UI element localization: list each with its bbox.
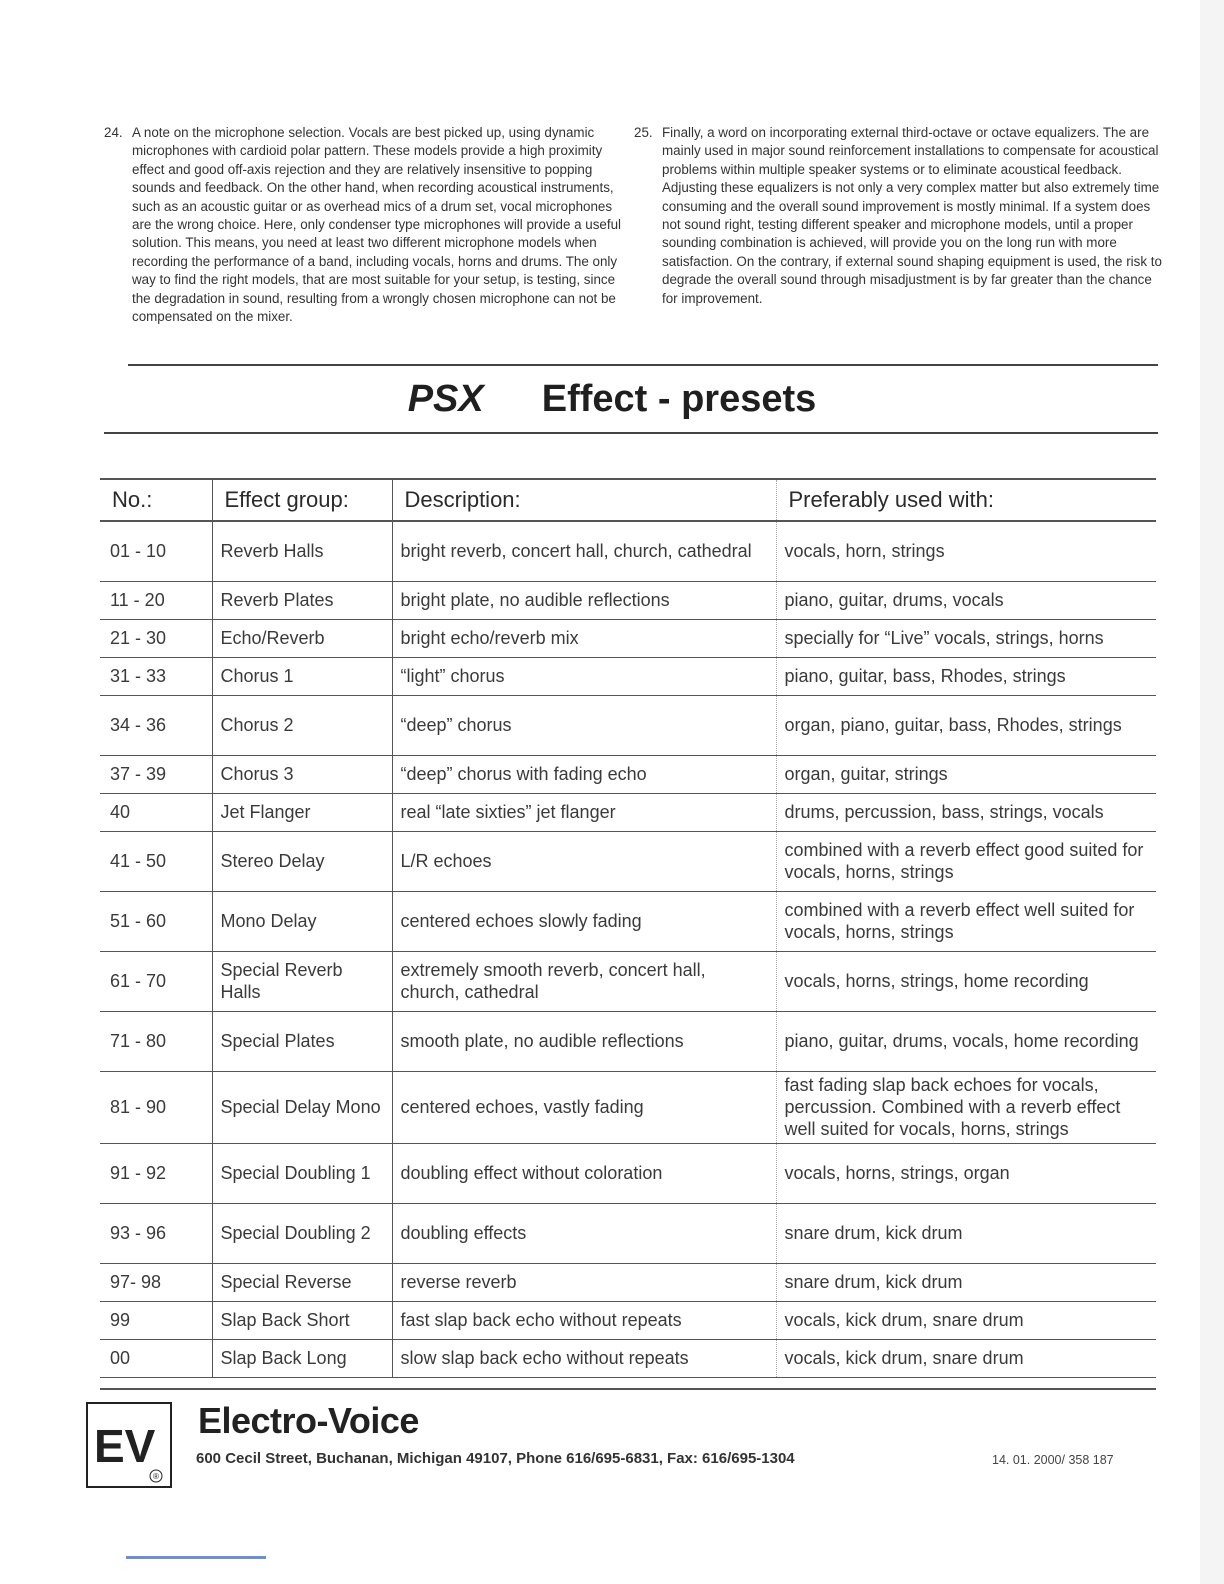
cell-no: 21 - 30 xyxy=(100,619,212,657)
cell-description: “deep” chorus with fading echo xyxy=(392,755,776,793)
cell-description: doubling effects xyxy=(392,1203,776,1263)
cell-used-with: piano, guitar, bass, Rhodes, strings xyxy=(776,657,1156,695)
page-title xyxy=(0,378,1224,421)
cell-effect-group: Special Plates xyxy=(212,1011,392,1071)
cell-effect-group: Slap Back Long xyxy=(212,1339,392,1377)
cell-used-with: vocals, kick drum, snare drum xyxy=(776,1339,1156,1377)
heading-rule-bottom xyxy=(104,432,1158,434)
cell-used-with: vocals, horn, strings xyxy=(776,521,1156,581)
cell-effect-group: Special Doubling 2 xyxy=(212,1203,392,1263)
table-row xyxy=(100,831,1156,891)
table-row xyxy=(100,1301,1156,1339)
cell-no: 34 - 36 xyxy=(100,695,212,755)
note-number: 24. xyxy=(104,125,123,140)
footer-rule xyxy=(100,1388,1156,1390)
cell-no: 61 - 70 xyxy=(100,951,212,1011)
note-text: A note on the microphone selection. Vocals are best picked up, using dynamic microphones with cardioid polar pattern. These models provide a high proximity effect and good off-axis rejection and they are relatively insensitive to popping sounds and feedback. On the other hand, when recording acoustical instruments, such as an acoustic guitar or as overhead mics of a drum set, vocal microphones are the wrong choice. Here, only condenser type microphones will provide a useful solution. This means, you need at least two different microphone models when recording the performance of a band, including vocals, horns and drums. The only way to find the right models, that are most suitable for your setup, is testing, since the degradation in sound, resulting from a wrongly chosen microphone can not be compensated on the mixer. xyxy=(132,125,622,325)
cell-no: 71 - 80 xyxy=(100,1011,212,1071)
cell-used-with: snare drum, kick drum xyxy=(776,1263,1156,1301)
cell-effect-group: Special Delay Mono xyxy=(212,1071,392,1143)
table-row xyxy=(100,1263,1156,1301)
cell-effect-group: Chorus 1 xyxy=(212,657,392,695)
cell-description: doubling effect without coloration xyxy=(392,1143,776,1203)
cell-description: smooth plate, no audible reflections xyxy=(392,1011,776,1071)
cell-no: 00 xyxy=(100,1339,212,1377)
table-row xyxy=(100,1143,1156,1203)
cell-description: bright reverb, concert hall, church, cathedral xyxy=(392,521,776,581)
heading-rule-top xyxy=(128,364,1158,366)
cell-effect-group: Slap Back Short xyxy=(212,1301,392,1339)
header-effect-group: Effect group: xyxy=(212,479,392,521)
ev-logo xyxy=(86,1402,172,1488)
note-text: Finally, a word on incorporating external third-octave or octave equalizers. The are mainly used in major sound reinforcement installations to compensate for acoustical problems within multiple speaker systems or to eliminate acoustical feedback. Adjusting these equalizers is not only a very complex matter but also extremely time consuming and the overall sound improvement is mostly minimal. If a system does not sound right, testing different speaker and microphone models, until a proper sounding combination is achieved, will provide you on the long run with more satisfaction. On the contrary, if external sound shaping equipment is used, the risk to degrade the overall sound through misadjustment is by far greater than the chance for improvement. xyxy=(662,125,1162,306)
cell-used-with: vocals, kick drum, snare drum xyxy=(776,1301,1156,1339)
cell-description: real “late sixties” jet flanger xyxy=(392,793,776,831)
cell-description: extremely smooth reverb, concert hall, church, cathedral xyxy=(392,951,776,1011)
cell-used-with: piano, guitar, drums, vocals xyxy=(776,581,1156,619)
note-number: 25. xyxy=(634,125,653,140)
cell-no: 40 xyxy=(100,793,212,831)
cell-used-with: piano, guitar, drums, vocals, home recording xyxy=(776,1011,1156,1071)
cell-used-with: combined with a reverb effect good suited for vocals, horns, strings xyxy=(776,831,1156,891)
table-row xyxy=(100,755,1156,793)
table-row xyxy=(100,1011,1156,1071)
table-row xyxy=(100,657,1156,695)
page-edge-shade xyxy=(1200,0,1224,1584)
cell-used-with: vocals, horns, strings, organ xyxy=(776,1143,1156,1203)
cell-description: bright plate, no audible reflections xyxy=(392,581,776,619)
table-row xyxy=(100,793,1156,831)
table-row xyxy=(100,891,1156,951)
cell-description: fast slap back echo without repeats xyxy=(392,1301,776,1339)
cell-effect-group: Special Reverb Halls xyxy=(212,951,392,1011)
cell-effect-group: Reverb Plates xyxy=(212,581,392,619)
cell-effect-group: Special Reverse xyxy=(212,1263,392,1301)
cell-no: 37 - 39 xyxy=(100,755,212,793)
cell-no: 93 - 96 xyxy=(100,1203,212,1263)
cell-description: slow slap back echo without repeats xyxy=(392,1339,776,1377)
document-reference: 14. 01. 2000/ 358 187 xyxy=(992,1453,1114,1467)
cell-effect-group: Jet Flanger xyxy=(212,793,392,831)
presets-table xyxy=(100,478,1156,1378)
table-row xyxy=(100,521,1156,581)
title-effect-presets: Effect - presets xyxy=(541,378,817,420)
note-25 xyxy=(634,124,1164,326)
cell-description: “deep” chorus xyxy=(392,695,776,755)
cell-no: 11 - 20 xyxy=(100,581,212,619)
cell-description: centered echoes slowly fading xyxy=(392,891,776,951)
cell-used-with: vocals, horns, strings, home recording xyxy=(776,951,1156,1011)
cell-used-with: specially for “Live” vocals, strings, horns xyxy=(776,619,1156,657)
table-row xyxy=(100,1339,1156,1377)
cell-effect-group: Reverb Halls xyxy=(212,521,392,581)
cell-no: 51 - 60 xyxy=(100,891,212,951)
bottom-highlight-bar xyxy=(126,1556,266,1559)
cell-effect-group: Chorus 3 xyxy=(212,755,392,793)
cell-used-with: combined with a reverb effect well suited for vocals, horns, strings xyxy=(776,891,1156,951)
header-preferably-used-with: Preferably used with: xyxy=(776,479,1156,521)
cell-no: 31 - 33 xyxy=(100,657,212,695)
cell-effect-group: Echo/Reverb xyxy=(212,619,392,657)
cell-used-with: drums, percussion, bass, strings, vocals xyxy=(776,793,1156,831)
title-psx: PSX xyxy=(407,378,484,420)
table-row xyxy=(100,951,1156,1011)
cell-description: centered echoes, vastly fading xyxy=(392,1071,776,1143)
cell-no: 01 - 10 xyxy=(100,521,212,581)
table-header-row xyxy=(100,479,1156,521)
ev-logo-registered: ® xyxy=(153,1472,159,1481)
table-row xyxy=(100,1071,1156,1143)
cell-description: bright echo/reverb mix xyxy=(392,619,776,657)
table-row xyxy=(100,619,1156,657)
ev-logo-text: EV xyxy=(94,1420,156,1472)
brand-name: Electro-Voice xyxy=(198,1400,419,1441)
header-description: Description: xyxy=(392,479,776,521)
cell-used-with: organ, piano, guitar, bass, Rhodes, strings xyxy=(776,695,1156,755)
cell-no: 81 - 90 xyxy=(100,1071,212,1143)
note-24 xyxy=(104,124,634,326)
cell-effect-group: Stereo Delay xyxy=(212,831,392,891)
cell-used-with: fast fading slap back echoes for vocals, percussion. Combined with a reverb effect well suited for vocals, horns, strings xyxy=(776,1071,1156,1143)
table-row xyxy=(100,1203,1156,1263)
cell-used-with: snare drum, kick drum xyxy=(776,1203,1156,1263)
cell-effect-group: Special Doubling 1 xyxy=(212,1143,392,1203)
cell-no: 97- 98 xyxy=(100,1263,212,1301)
cell-used-with: organ, guitar, strings xyxy=(776,755,1156,793)
cell-no: 41 - 50 xyxy=(100,831,212,891)
cell-effect-group: Mono Delay xyxy=(212,891,392,951)
notes-section xyxy=(104,124,1164,326)
cell-effect-group: Chorus 2 xyxy=(212,695,392,755)
cell-description: “light” chorus xyxy=(392,657,776,695)
cell-no: 99 xyxy=(100,1301,212,1339)
cell-description: reverse reverb xyxy=(392,1263,776,1301)
cell-description: L/R echoes xyxy=(392,831,776,891)
table-row xyxy=(100,581,1156,619)
company-address: 600 Cecil Street, Buchanan, Michigan 49107, Phone 616/695-6831, Fax: 616/695-1304 xyxy=(196,1450,795,1467)
cell-no: 91 - 92 xyxy=(100,1143,212,1203)
header-no: No.: xyxy=(100,479,212,521)
table-row xyxy=(100,695,1156,755)
